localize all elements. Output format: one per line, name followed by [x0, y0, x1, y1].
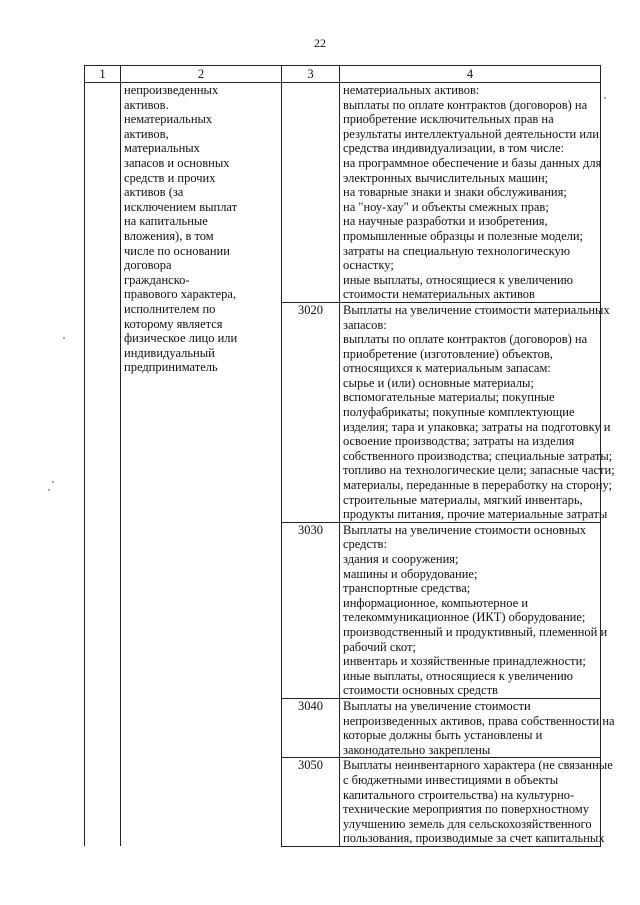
description-line: изделия; тара и упаковка; затраты на подготовку и: [343, 419, 611, 434]
description-cell: [340, 83, 601, 303]
description-line: законодательно закреплены: [343, 742, 491, 757]
payment-category-line: исключением выплат: [124, 199, 238, 214]
table-row: [85, 83, 601, 303]
payment-category-cell: [121, 83, 282, 847]
payment-category-line: физическое лицо или: [124, 331, 238, 346]
payment-category-line: которому является: [124, 316, 223, 331]
payment-category-line: договора: [124, 258, 172, 273]
payment-category-line: запасов и основных: [124, 155, 230, 170]
payment-category-line: материальных: [124, 141, 200, 156]
scan-speck: [52, 481, 54, 483]
description-line: продукты питания, прочие материальные затраты: [343, 507, 608, 522]
payment-category-line: нематериальных: [124, 112, 213, 127]
payment-category-line: активов.: [124, 97, 169, 112]
description-line: которые должны быть установлены и: [343, 728, 543, 743]
header-col-3: 3: [282, 66, 340, 83]
description-line: капитального строительства) на культурно-: [343, 787, 575, 802]
description-line: стоимости основных средств: [343, 683, 498, 698]
description-line: вспомогательные материалы; покупные: [343, 390, 555, 405]
description-line: здания и сооружения;: [343, 552, 459, 566]
header-col-4: 4: [340, 66, 601, 83]
description-line: рабочий скот;: [343, 639, 416, 654]
description-line: запасов:: [343, 317, 387, 332]
description-line: средства индивидуализации, в том числе:: [343, 141, 564, 156]
payment-category-line: на капитальные: [124, 214, 208, 229]
payment-category-line: правового характера,: [124, 287, 237, 302]
description-line: нематериальных активов:: [343, 83, 480, 97]
col1-cell: [85, 83, 121, 847]
description-line: информационное, компьютерное и: [343, 595, 529, 610]
description-line: улучшению земель для сельскохозяйственного: [343, 816, 592, 831]
payment-category-line: числе по основании: [124, 243, 230, 258]
description-line: на научные разработки и изобретения,: [343, 214, 548, 229]
description-line: телекоммуникационное (ИКТ) оборудование;: [343, 610, 586, 625]
description-cell: [340, 302, 615, 522]
description-line: непроизведенных активов, права собственности на: [343, 713, 615, 728]
description-line: Выплаты неинвентарного характера (не связанные: [343, 758, 613, 773]
description-line: строительные материалы, мягкий инвентарь,: [343, 492, 583, 507]
header-col-1: 1: [85, 66, 121, 83]
payment-category-line: средств и прочих: [124, 170, 216, 185]
description-line: транспортные средства;: [343, 581, 471, 596]
description-line: результаты интеллектуальной деятельности или: [343, 126, 599, 141]
description-line: промышленные образцы и полезные модели;: [343, 228, 584, 243]
description-line: машины и оборудование;: [343, 566, 478, 581]
description-cell: [340, 522, 608, 698]
description-line: топливо на технологические цели; запасные части;: [343, 463, 615, 478]
description-line: приобретение (изготовление) объектов,: [343, 346, 553, 361]
description-line: полуфабрикаты; покупные комплектующие: [343, 405, 575, 420]
description-line: Выплаты на увеличение стоимости: [343, 698, 531, 713]
code-cell: 3040: [282, 698, 340, 757]
description-line: технические мероприятия по поверхностному: [343, 802, 589, 817]
payment-category-line: исполнителем по: [124, 301, 216, 316]
description-line: стоимости нематериальных активов: [343, 287, 535, 302]
payment-category-line: гражданско-: [124, 272, 190, 287]
scan-speck: [63, 337, 65, 339]
description-line: электронных вычислительных машин;: [343, 170, 549, 185]
header-col-2: 2: [121, 66, 282, 83]
description-line: средств:: [343, 537, 387, 552]
description-line: с бюджетными инвестициями в объекты: [343, 772, 559, 787]
payment-category-line: индивидуальный: [124, 345, 215, 360]
payment-category-line: непроизведенных: [124, 83, 219, 97]
description-line: на программное обеспечение и базы данных для: [343, 155, 602, 170]
code-cell: [282, 83, 340, 303]
description-line: выплаты по оплате контрактов (договоров) на: [343, 332, 588, 347]
description-line: пользования, производимые за счет капитальных: [343, 831, 605, 846]
description-line: на "ноу-хау" и объекты смежных прав;: [343, 199, 549, 214]
description-line: Выплаты на увеличение стоимости основных: [343, 522, 587, 537]
description-line: производственный и продуктивный, племенной и: [343, 624, 608, 639]
description-line: затраты на специальную технологическую: [343, 243, 571, 258]
description-line: материалы, переданные в переработку на сторону;: [343, 478, 613, 493]
description-line: освоение производства; затраты на изделия: [343, 434, 575, 449]
scan-speck: [48, 489, 50, 491]
description-line: инвентарь и хозяйственные принадлежности;: [343, 654, 586, 669]
description-line: иные выплаты, относящиеся к увеличению: [343, 668, 574, 683]
description-line: выплаты по оплате контрактов (договоров) на: [343, 97, 588, 112]
description-line: на товарные знаки и знаки обслуживания;: [343, 185, 567, 200]
description-line: иные выплаты, относящиеся к увеличению: [343, 272, 574, 287]
description-line: собственного производства; специальные затраты;: [343, 448, 613, 463]
description-line: относящихся к материальным запасам:: [343, 361, 551, 376]
description-line: приобретение исключительных прав на: [343, 112, 554, 127]
table-header-row: [85, 66, 601, 83]
description-cell: [340, 698, 615, 757]
description-cell: [340, 758, 613, 847]
budget-classification-table: [84, 65, 615, 847]
description-line: Выплаты на увеличение стоимости материальных: [343, 302, 610, 317]
payment-category-line: активов (за: [124, 185, 184, 200]
description-line: сырье и (или) основные материалы;: [343, 375, 534, 390]
payment-category-line: вложения), в том: [124, 228, 214, 243]
code-cell: 3020: [282, 302, 340, 522]
page-number: 22: [314, 36, 326, 50]
payment-category-line: предприниматель: [124, 360, 218, 375]
code-cell: 3030: [282, 522, 340, 698]
description-line: оснастку;: [343, 258, 394, 273]
payment-category-line: активов,: [124, 126, 169, 141]
scan-speck: [604, 97, 606, 99]
code-cell: 3050: [282, 758, 340, 847]
